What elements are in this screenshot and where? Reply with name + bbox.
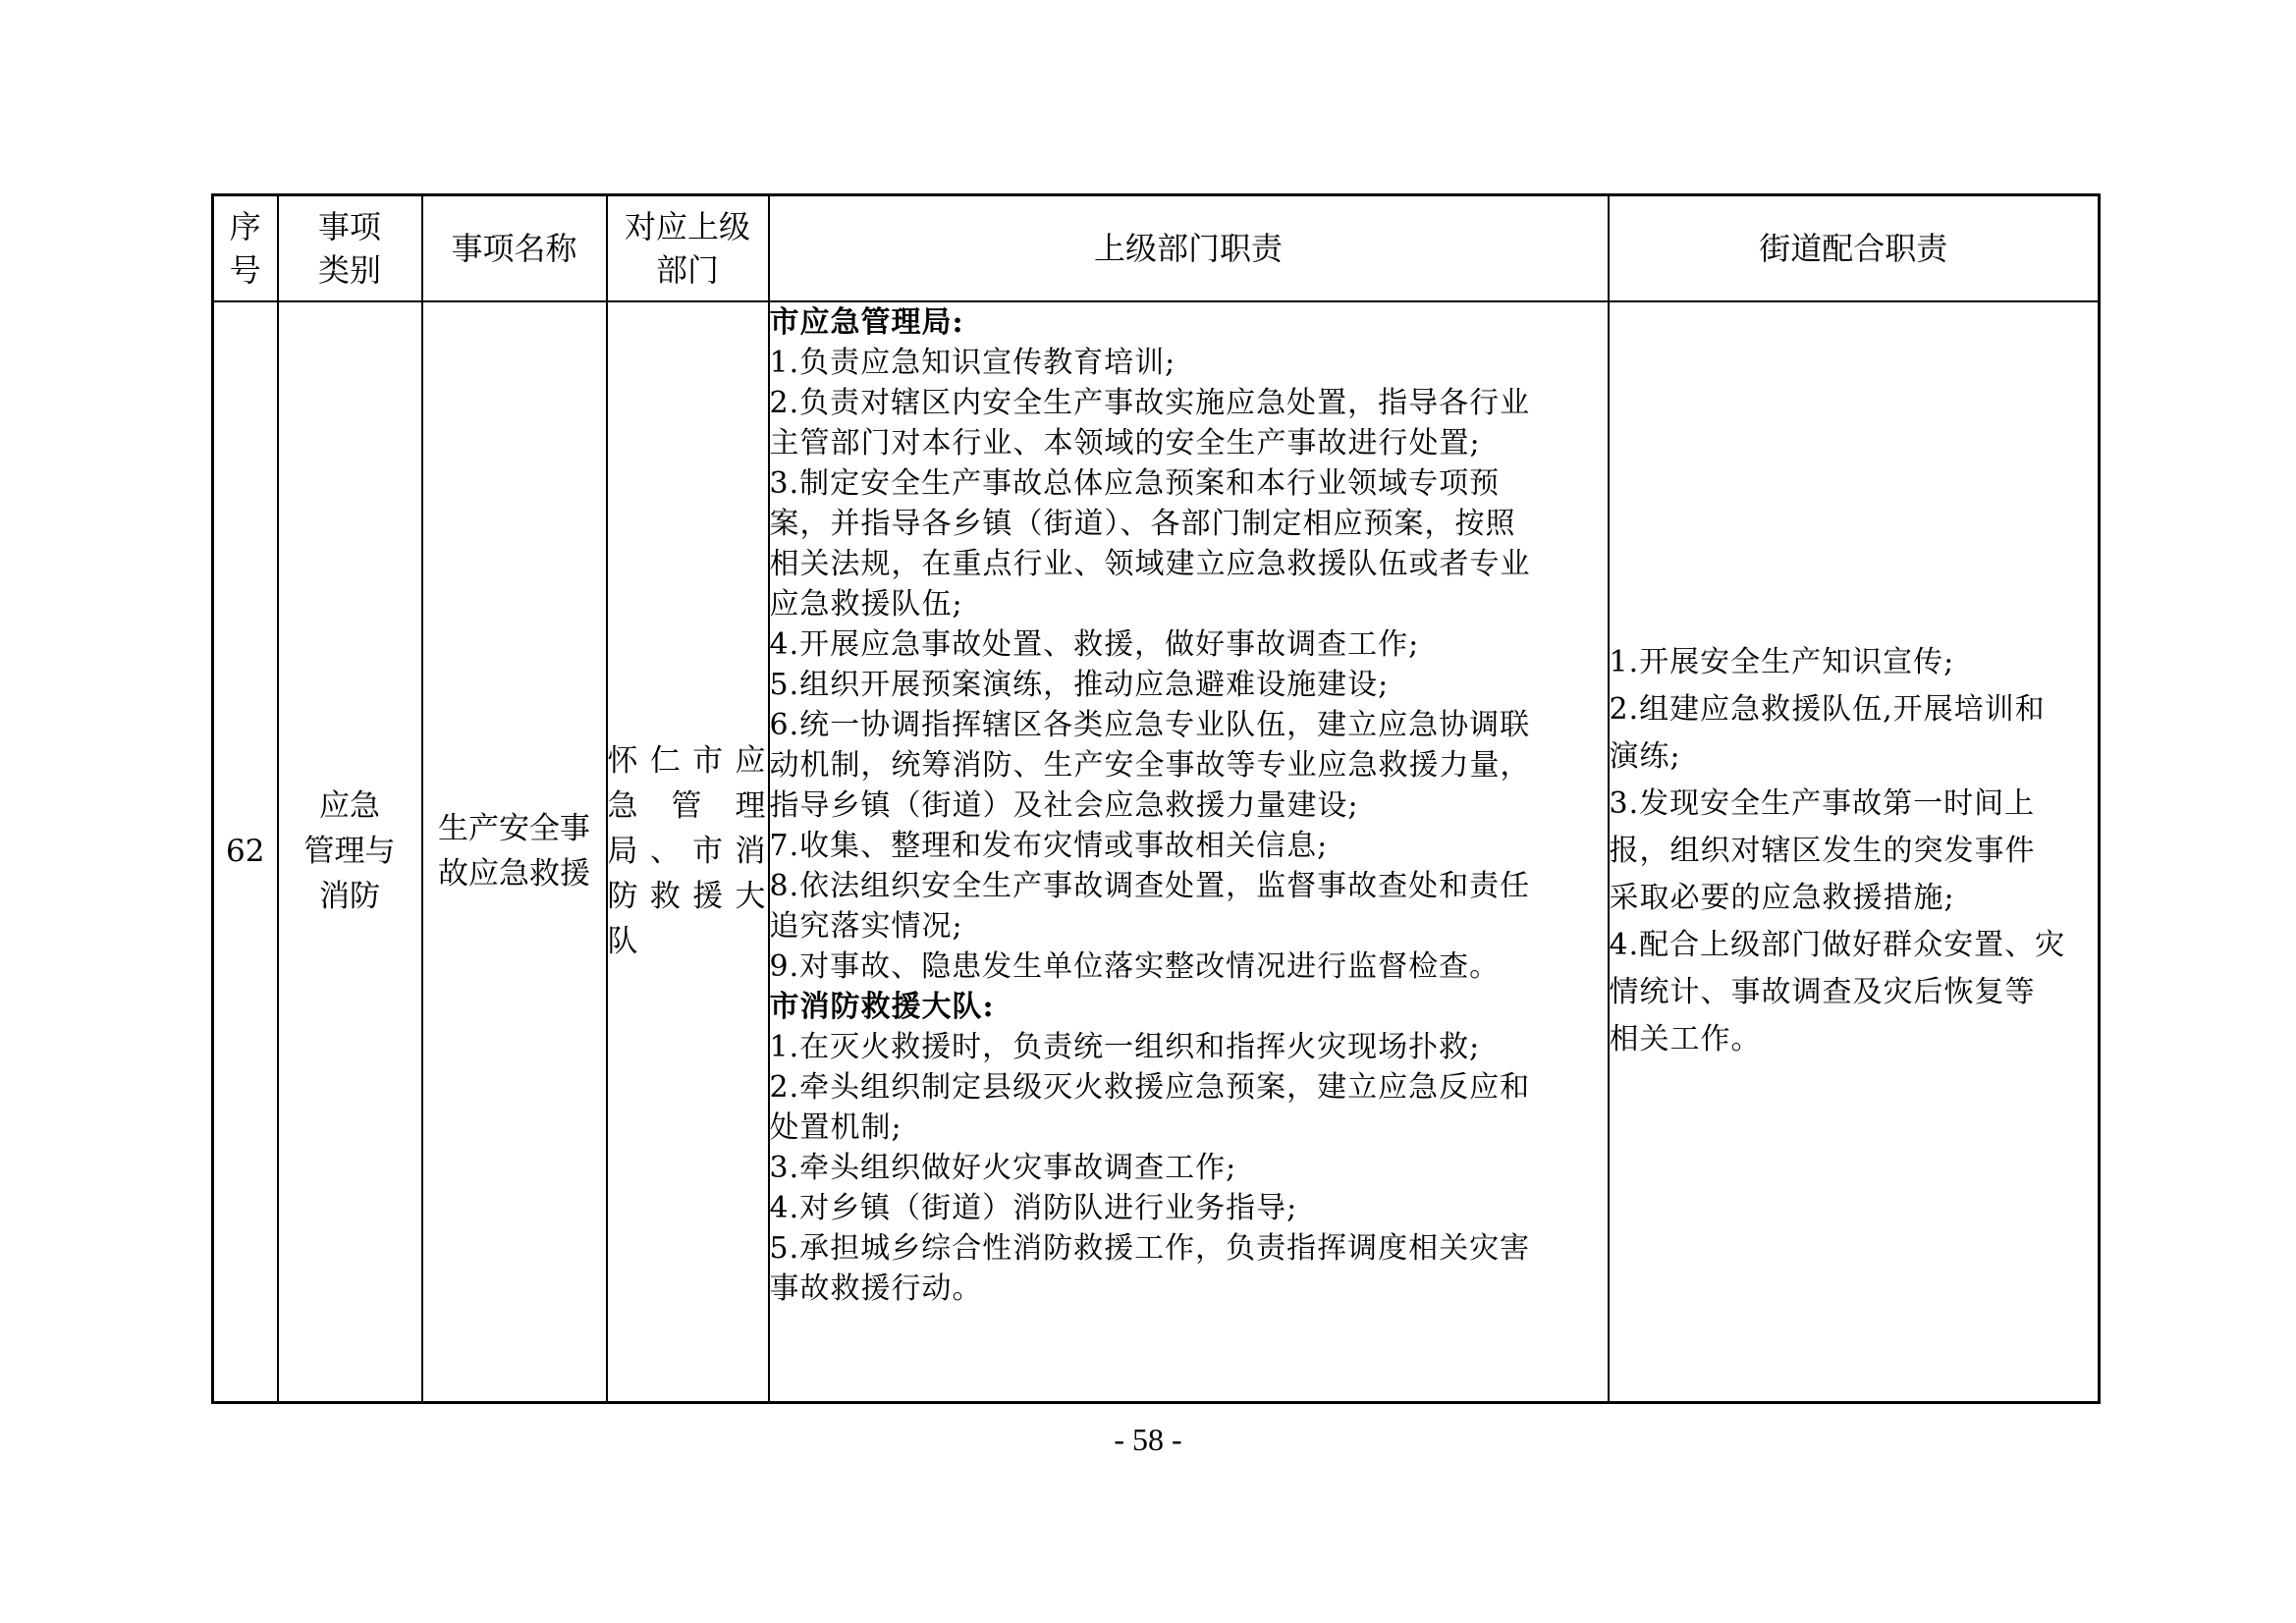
upper-duty-line: 2.牵头组织制定县级灭火救援应急预案，建立应急反应和 [769,1069,1531,1105]
upper-duty-line: 5.组织开展预案演练，推动应急避难设施建设; [769,667,1390,702]
upper-duty-line: 处置机制; [769,1109,902,1145]
cell-seq: 62 [213,301,278,1403]
upper-duty-line: 案，并指导各乡镇（街道）、各部门制定相应预案，按照 [769,506,1516,541]
header-dept-line: 部门 [655,250,719,289]
upper-duty-heading: 市消防救援大队: [769,989,995,1024]
street-duty-line: 4.配合上级部门做好群众安置、灾 [1609,928,2066,963]
dept-line: 队 [607,924,640,960]
upper-duty-line: 7.收集、整理和发布灾情或事故相关信息; [769,828,1329,863]
upper-duty-line: 3.制定安全生产事故总体应急预案和本行业领域专项预 [769,465,1501,501]
page-number: - 58 - [1114,1422,1182,1457]
street-duty-line: 报，组织对辖区发生的突发事件 [1609,834,2036,869]
dept-line: 局、市消 [607,834,768,870]
category-line: 消防 [319,879,380,915]
category-line: 应急 [319,788,380,825]
upper-duty-line: 主管部门对本行业、本领域的安全生产事故进行处置; [769,425,1481,460]
header-seq-line: 号 [229,250,261,289]
upper-duty-line: 4.开展应急事故处置、救援，做好事故调查工作; [769,626,1420,662]
street-duty-line: 3.发现安全生产事故第一时间上 [1609,786,2036,822]
header-seq-line: 序 [229,207,261,245]
header-category [278,195,422,301]
upper-duty-line: 8.依法组织安全生产事故调查处置，监督事故查处和责任 [769,868,1531,903]
header-upper-duty: 上级部门职责 [769,195,1609,301]
table-row [213,301,2100,1403]
upper-duty-line: 1.在灭火救援时，负责统一组织和指挥火灾现场扑救; [769,1029,1481,1064]
category-line: 管理与 [303,834,396,870]
header-dept [607,195,769,301]
street-duty-line: 1.开展安全生产知识宣传; [1609,645,1955,680]
upper-duty-line: 相关法规，在重点行业、领域建立应急救援队伍或者专业 [769,546,1531,581]
street-duty-line: 采取必要的应急救援措施; [1609,881,1955,916]
dept-line: 急 管 理 [607,788,768,825]
upper-duty-line: 3.牵头组织做好火灾事故调查工作; [769,1150,1237,1185]
upper-duty-line: 动机制，统筹消防、生产安全事故等专业应急救援力量， [769,747,1531,783]
header-street-duty: 街道配合职责 [1609,195,2100,301]
header-category-line: 类别 [317,250,381,289]
cell-upper-duty [769,301,1609,1403]
header-dept-line: 对应上级 [624,207,750,245]
header-item-name: 事项名称 [422,195,607,301]
item-name-line: 故应急救援 [438,856,590,893]
cell-item-name [422,301,607,1403]
dept-line: 怀仁市应 [607,743,768,780]
cell-category [278,301,422,1403]
item-name-line: 生产安全事 [438,811,590,847]
street-duty-line: 2.组建应急救援队伍,开展培训和 [1609,692,2046,728]
upper-duty-line: 4.对乡镇（街道）消防队进行业务指导; [769,1190,1298,1225]
duty-table [211,193,2101,1404]
cell-street-duty [1609,301,2100,1403]
upper-duty-line: 5.承担城乡综合性消防救援工作，负责指挥调度相关灾害 [769,1230,1531,1266]
upper-duty-heading: 市应急管理局: [769,304,964,340]
upper-duty-line: 追究落实情况; [769,908,963,944]
upper-duty-line: 2.负责对辖区内安全生产事故实施应急处置，指导各行业 [769,385,1531,420]
street-duty-line: 情统计、事故调查及灾后恢复等 [1609,975,2036,1010]
street-duty-line: 演练; [1609,739,1681,775]
upper-duty-line: 事故救援行动。 [769,1271,983,1306]
header-category-line: 事项 [317,207,381,245]
header-row [213,195,2100,301]
dept-line: 防救援大 [607,879,768,915]
upper-duty-line: 应急救援队伍; [769,586,963,622]
upper-duty-line: 9.对事故、隐患发生单位落实整改情况进行监督检查。 [769,948,1501,984]
upper-duty-line: 1.负责应急知识宣传教育培训; [769,345,1176,380]
header-seq [213,195,278,301]
upper-duty-line: 6.统一协调指挥辖区各类应急专业队伍，建立应急协调联 [769,707,1531,742]
cell-dept [607,301,769,1403]
street-duty-line: 相关工作。 [1609,1022,1762,1057]
upper-duty-line: 指导乡镇（街道）及社会应急救援力量建设; [769,787,1359,823]
